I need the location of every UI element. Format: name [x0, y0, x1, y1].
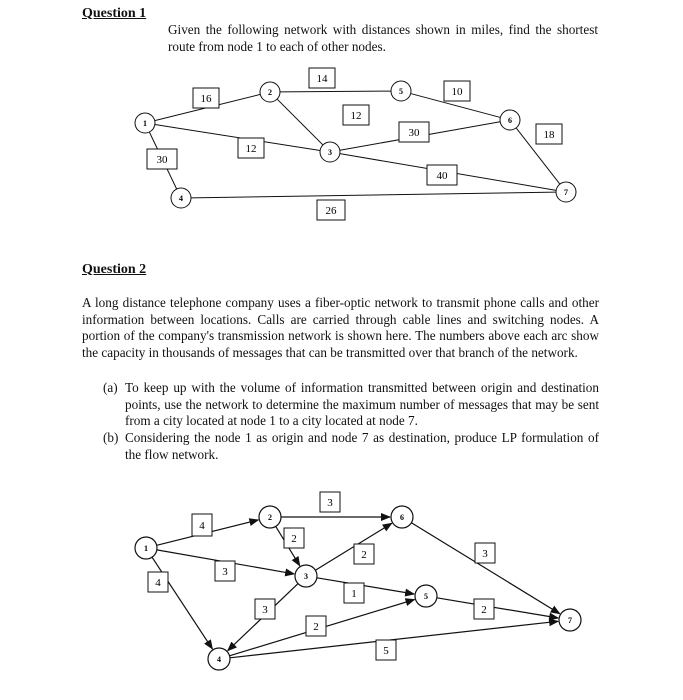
- part-b-label: (b): [103, 430, 119, 445]
- q2-arc-5-7: [437, 598, 558, 618]
- q2-arc-label: 3: [482, 548, 488, 560]
- q1-node-label: 3: [328, 148, 332, 157]
- q2-node-label: 4: [217, 655, 221, 664]
- q1-arc-label: 10: [451, 86, 463, 98]
- part-b-text: Considering the node 1 as origin and node 7 as destination, produce LP formulation of the flow network.: [125, 430, 599, 462]
- part-a-text: To keep up with the volume of information transmitted between origin and destination points, use the network to determine the maximum number of messages that may be sent from a city located at node 1 to a city located at node 7.: [125, 380, 599, 428]
- q2-node-label: 2: [268, 513, 272, 522]
- question-1-heading: Question 1: [82, 6, 147, 21]
- q1-arc-label: 26: [325, 205, 337, 217]
- q2-arc-label: 2: [361, 549, 367, 561]
- question-1-text: Given the following network with distances shown in miles, find the shortest route from node 1 to each of other nodes.: [168, 22, 598, 54]
- q1-arc-label: 40: [436, 170, 448, 182]
- q2-arc-label: 4: [199, 520, 205, 532]
- q2-node-label: 5: [424, 592, 428, 601]
- q2-arc-1-4: [152, 557, 212, 649]
- q1-arc-label: 30: [408, 127, 420, 139]
- q2-arc-label: 1: [351, 588, 357, 600]
- q2-arc-3-5: [317, 578, 414, 594]
- q1-arc-label: 14: [316, 73, 328, 85]
- q1-arc-label: 12: [350, 110, 362, 122]
- q2-arc-label: 3: [222, 566, 228, 578]
- q1-node-label: 5: [399, 87, 403, 96]
- q1-arc-label: 30: [156, 154, 168, 166]
- q2-arc-label: 3: [262, 604, 268, 616]
- q2-node-label: 3: [304, 572, 308, 581]
- q2-arc-label: 4: [155, 577, 161, 589]
- q2-node-label: 6: [400, 513, 404, 522]
- q2-arc-label: 2: [313, 621, 319, 633]
- q2-arc-label: 3: [327, 497, 333, 509]
- question-2-heading: Question 2: [82, 262, 147, 277]
- q1-arc-label: 12: [245, 143, 257, 155]
- q1-arc-label: 16: [200, 93, 212, 105]
- q1-node-label: 2: [268, 88, 272, 97]
- q2-node-label: 7: [568, 616, 572, 625]
- question-2-text: A long distance telephone company uses a fiber-optic network to transmit phone calls and other information between locations. Calls are carried through cable lines and switching nodes. A portion of the company's transmission network is shown here. The numbers above each arc show the capacity in thousands of messages that can be transmitted over that branch of the network.: [82, 295, 599, 360]
- q2-node-label: 1: [144, 544, 148, 553]
- q1-arc-label: 18: [543, 129, 555, 141]
- q1-node-label: 1: [143, 119, 147, 128]
- q1-node-label: 4: [179, 194, 183, 203]
- q2-arc-label: 2: [481, 604, 487, 616]
- q2-arc-label: 5: [383, 645, 389, 657]
- q1-node-label: 6: [508, 116, 512, 125]
- q2-arc-label: 2: [291, 533, 297, 545]
- q1-node-label: 7: [564, 188, 568, 197]
- part-a-label: (a): [103, 380, 118, 395]
